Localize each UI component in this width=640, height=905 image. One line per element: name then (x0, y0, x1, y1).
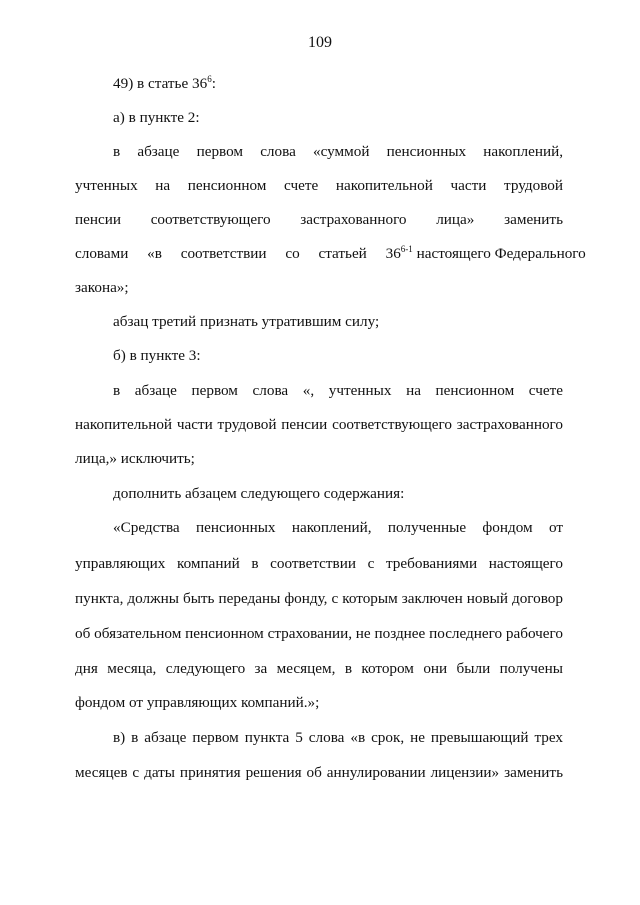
item-49-superscript: 6 (207, 74, 212, 84)
para1-line4-start (75, 245, 586, 263)
item-49-tail: : (211, 75, 216, 92)
para5-line2: управляющих компаний в соответствии с требованиями настоящего (75, 555, 563, 572)
item-49-text: 49) в статье 36 (113, 75, 208, 92)
para6-line2: месяцев с даты принятия решения об аннулировании лицензии» заменить (75, 764, 563, 781)
para5-line6: фондом от управляющих компаний.»; (75, 694, 320, 711)
para3-line3: лица,» исключить; (75, 450, 195, 467)
para1-line2: учтенных на пенсионном счете накопительной части трудовой (75, 177, 563, 194)
para1-line1: в абзаце первом слова «суммой пенсионных накоплений, (113, 143, 563, 160)
para5-line5: дня месяца, следующего за месяцем, в котором они были получены (75, 660, 563, 677)
para2: абзац третий признать утратившим силу; (113, 313, 380, 330)
para1-line4-before: словами «в соответствии со статьей 36 (75, 245, 401, 262)
para1-line3: пенсии соответствующего застрахованного лица» заменить (75, 211, 563, 228)
para1-line4-superscript: 6-1 (400, 244, 413, 254)
para5-line4: об обязательном пенсионном страховании, не позднее последнего рабочего (75, 625, 563, 642)
subitem-a: а) в пункте 2: (113, 109, 200, 126)
para3-line1: в абзаце первом слова «, учтенных на пенсионном счете (113, 382, 563, 399)
para5-line1: «Средства пенсионных накоплений, полученные фондом от (113, 519, 563, 536)
item-49-heading (113, 75, 216, 93)
para4: дополнить абзацем следующего содержания: (113, 485, 405, 502)
para1-line5: закона»; (75, 279, 129, 296)
page-number: 109 (308, 34, 332, 51)
para1-line4-after: настоящего Федерального (412, 245, 586, 262)
para5-line3: пункта, должны быть переданы фонду, с которым заключен новый договор (75, 590, 563, 607)
para3-line2: накопительной части трудовой пенсии соответствующего застрахованного (75, 416, 563, 433)
subitem-b: б) в пункте 3: (113, 347, 201, 364)
para6-line1: в) в абзаце первом пункта 5 слова «в срок, не превышающий трех (113, 729, 563, 746)
